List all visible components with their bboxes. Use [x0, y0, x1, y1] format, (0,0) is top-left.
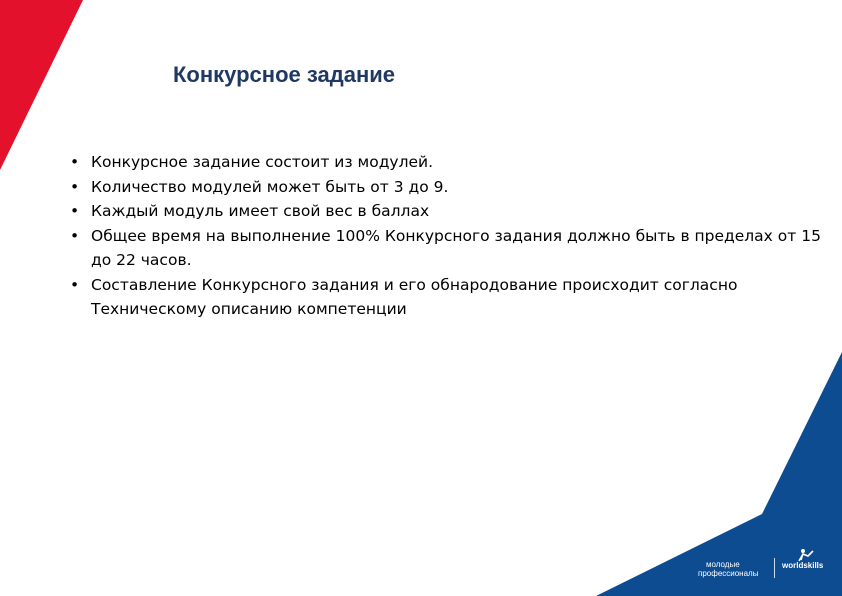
bullet-text: Каждый модуль имеет свой вес в баллах	[91, 202, 430, 220]
logo-brand-text: worldskills	[782, 561, 824, 570]
bullet-text: Конкурсное задание состоит из модулей.	[91, 153, 434, 171]
logo-divider	[774, 558, 775, 578]
list-item	[70, 224, 822, 273]
bullet-marker: •	[70, 275, 80, 294]
slide-title: Конкурсное задание	[173, 62, 395, 87]
bullet-marker: •	[70, 153, 80, 171]
logo-text-line1: молодые	[706, 560, 740, 569]
bullet-list	[70, 150, 822, 322]
list-item	[70, 175, 822, 200]
list-item	[70, 199, 822, 224]
red-corner-shape	[0, 0, 83, 170]
list-item	[70, 273, 822, 322]
bullet-text: Составление Конкурсного задания и его обнародование происходит согласно Техническому описанию компетенции	[91, 275, 738, 318]
worldskills-logo	[698, 548, 826, 582]
bullet-text: Общее время на выполнение 100% Конкурсного задания должно быть в пределах от 15 до 22 часов.	[91, 226, 821, 269]
worldskills-figure-icon	[794, 548, 820, 562]
logo-text-line2: профессионалы	[698, 569, 759, 578]
list-item	[70, 150, 822, 175]
bullet-text: Количество модулей может быть от 3 до 9.	[91, 177, 449, 196]
bullet-marker: •	[70, 202, 80, 220]
bullet-marker: •	[70, 226, 80, 245]
bullet-marker: •	[70, 177, 80, 196]
